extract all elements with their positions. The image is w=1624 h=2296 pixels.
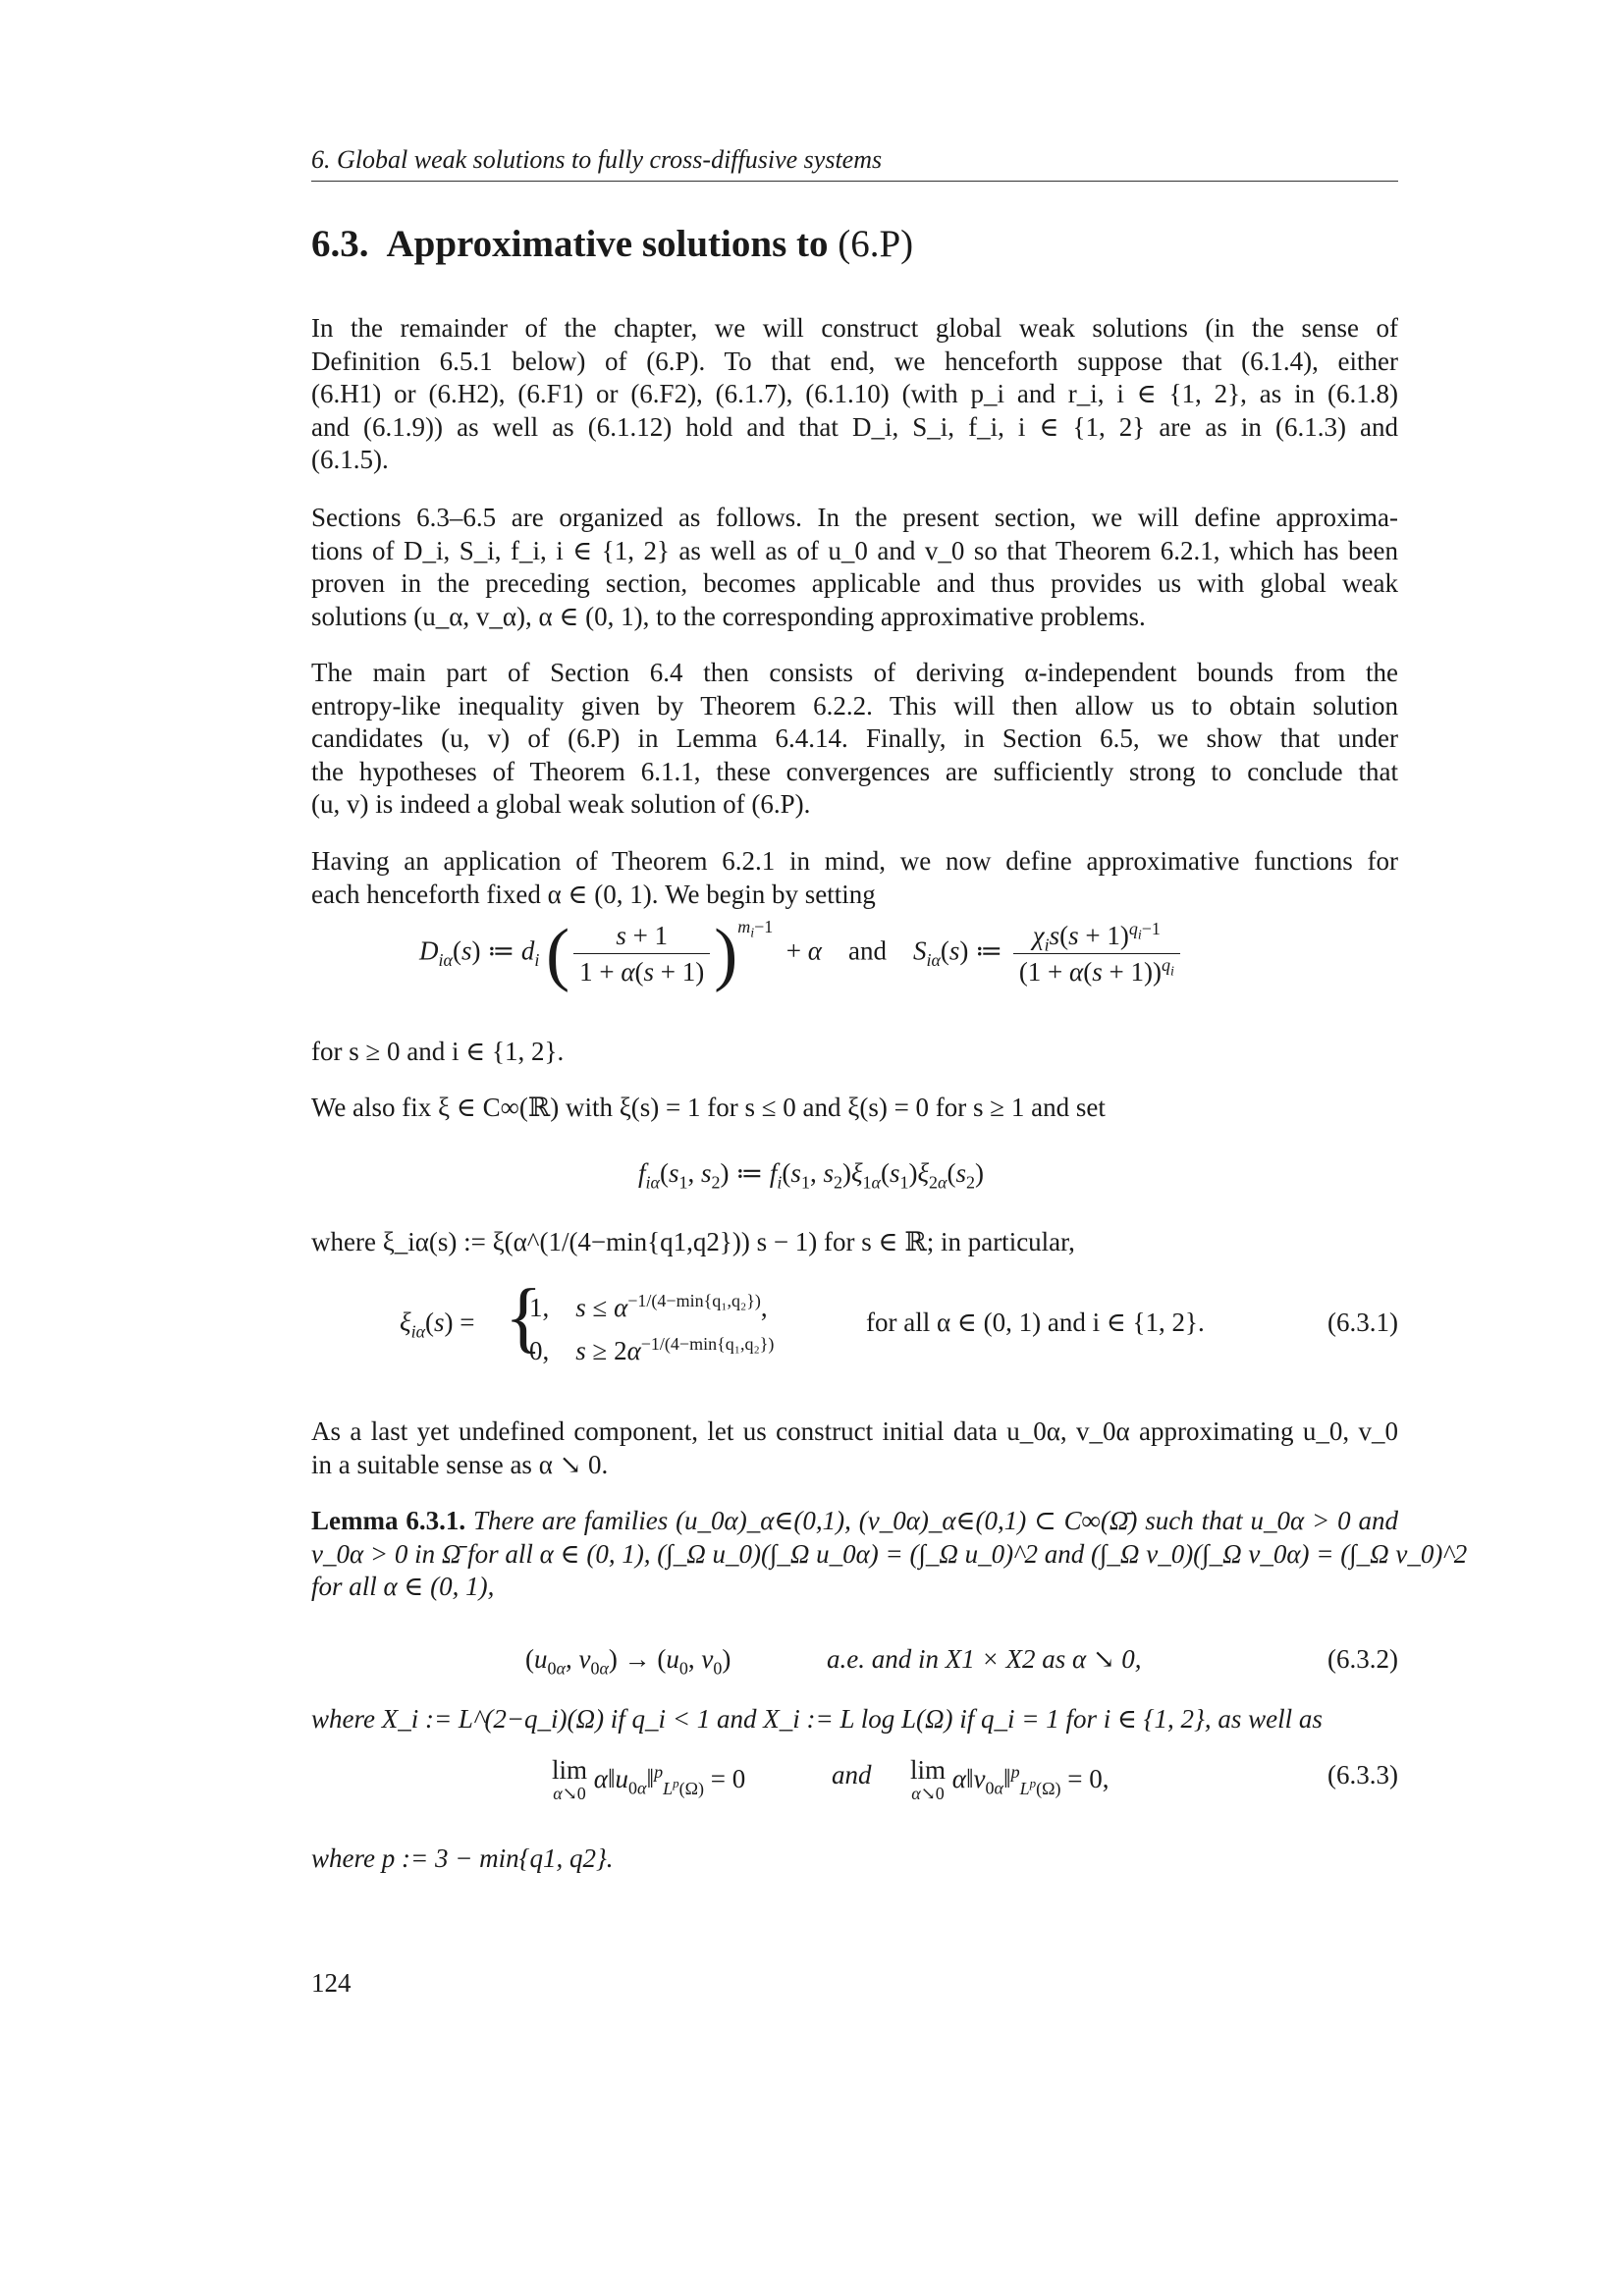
paragraph-line: Definition 6.5.1 below) of (6.P). To that end, we henceforth suppose that (6.1.4), either — [311, 346, 1398, 376]
paragraph-main-part — [311, 657, 1398, 822]
paragraph-line: Sections 6.3–6.5 are organized as follows. In the present section, we will define approxima- — [311, 503, 1398, 532]
paragraph-line: for s ≥ 0 and i ∈ {1, 2}. — [311, 1037, 565, 1066]
paragraph-line: each henceforth fixed α ∈ (0, 1). We begin by setting — [311, 879, 876, 909]
paragraph-line: (6.H1) or (6.H2), (6.F1) or (6.F2), (6.1.7), (6.1.10) (with p_i and r_i, i ∈ {1, 2}, as in (6.1.8) — [311, 379, 1398, 408]
lemma-line: where X_i := L^(2−q_i)(Ω) if q_i < 1 and X_i := L log L(Ω) if q_i = 1 for i ∈ {1, 2}, as well as — [311, 1704, 1323, 1734]
equation-6-3-3: lim α↘0 $\alpha‖u_{0\alpha}‖^p_{L^p(\Omega)} = 0$ and lim α↘0 $\alpha‖v_{0\alpha}‖^p_{L^p(\Omega)} = 0$, (6.3.3) — [552, 1755, 1398, 1803]
paragraph-line: entropy-like inequality given by Theorem 6.2.2. This will then allow us to obtain solution — [311, 690, 1398, 721]
equation-connector: and — [832, 1760, 872, 1789]
paragraph-line: In the remainder of the chapter, we will construct global weak solutions (in the sense of — [311, 313, 1398, 343]
section-title — [311, 220, 1398, 269]
header-rule — [311, 181, 1398, 182]
paragraph-line: candidates (u, v) of (6.P) in Lemma 6.4.14. Finally, in Section 6.5, we show that under — [311, 723, 1398, 753]
running-head: 6. Global weak solutions to fully cross-diffusive systems — [311, 145, 883, 174]
lemma-text: There are families (u_0α)_α∈(0,1), (v_0α)_α∈(0,1) ⊂ C∞(Ω̄) such that u_0α > 0 and — [472, 1506, 1399, 1535]
paragraph-line: (u, v) is indeed a global weak solution of (6.P). — [311, 789, 811, 819]
equation-6-3-2-condition: a.e. and in X1 × X2 as α ↘ 0, — [827, 1644, 1142, 1674]
lemma-line: for all α ∈ (0, 1), — [311, 1572, 495, 1601]
equation-d-s: $D_{i\alpha}(s)$ ≔ $d_i$ ( $\frac{s + 1}{1 + \alpha(s + 1)}$ )$^{m_i-1}$ + α and $S_{i\alpha}(s)$ ≔ $\frac{\chi_is(s + 1)^{q_i-1}}{(1 + \alpha(s + 1))^{q_i}}$ — [419, 918, 1303, 989]
page-number: 124 — [311, 1968, 352, 1998]
paragraph-line: As a last yet undefined component, let us construct initial data u_0α, v_0α approximating u_0, v_0 — [311, 1416, 1398, 1446]
equation-6-3-1-condition: for all α ∈ (0, 1) and i ∈ {1, 2}. — [866, 1308, 1205, 1337]
equation-number: (6.3.3) — [1327, 1760, 1398, 1789]
equation-connector: and — [847, 935, 887, 966]
paragraph-line: the hypotheses of Theorem 6.1.1, these convergences are sufficiently strong to conclude that — [311, 756, 1398, 786]
paragraph-fix-xi — [311, 1092, 1398, 1125]
paragraph-for-s — [311, 1036, 1398, 1069]
paragraph-intro — [311, 312, 1398, 477]
lemma-where-p — [311, 1842, 1398, 1876]
paragraph-line: tions of D_i, S_i, f_i, i ∈ {1, 2} as well as of u_0 and v_0 so that Theorem 6.2.1, which has been — [311, 535, 1398, 565]
paragraph-line: solutions (u_α, v_α), α ∈ (0, 1), to the corresponding approximative problems. — [311, 601, 1146, 631]
paragraph-line: proven in the preceding section, becomes applicable and thus provides us with global weak — [311, 568, 1398, 598]
equation-number: (6.3.1) — [1327, 1308, 1398, 1337]
paragraph-define — [311, 845, 1398, 911]
equation-6-3-1: $\xi_{i\alpha}(s)$ = { 1, $s \le \alpha^{-1/(4-min\{q_1,q_2\})}$, 0, $s \ge 2\alpha^{-1/(4-min\{q_1,q_2\})}$ for all α ∈ (0, 1) and i ∈ {1, 2}. (6.3.1) — [400, 1274, 1398, 1365]
section-number: 6.3. — [311, 223, 369, 265]
lemma-line: v_0α > 0 in Ω̄ for all α ∈ (0, 1), (∫_Ω u_0)(∫_Ω u_0α) = (∫_Ω u_0)^2 and (∫_Ω v_0)(∫_Ω v_0α) = (∫_Ω v_0)^2 — [311, 1538, 1468, 1569]
equation-f: $f_{i\alpha}(s_1$, $s_2$) ≔ $f_i(s_1$, $s_2)\xi_{1\alpha}(s_1)\xi_{2\alpha}(s_2)$ — [638, 1158, 985, 1193]
paragraph-line: Having an application of Theorem 6.2.1 in mind, we now define approximative functions for — [311, 846, 1398, 876]
lemma-line — [311, 1505, 1398, 1538]
lemma-line: where p := 3 − min{q1, q2}. — [311, 1843, 614, 1873]
section-title-ref: (6.P) — [838, 223, 914, 265]
paragraph-line: We also fix ξ ∈ C∞(ℝ) with ξ(s) = 1 for s ≤ 0 and ξ(s) = 0 for s ≥ 1 and set — [311, 1093, 1106, 1122]
lemma-6-3-1 — [311, 1505, 1468, 1604]
lemma-label: Lemma 6.3.1. — [311, 1506, 466, 1535]
paragraph-line: where ξ_iα(s) := ξ(α^(1/(4−min{q1,q2})) s − 1) for s ∈ ℝ; in particular, — [311, 1227, 1075, 1256]
paragraph-line: The main part of Section 6.4 then consists of deriving α-independent bounds from the — [311, 658, 1398, 687]
paragraph-organization — [311, 502, 1398, 633]
paragraph-initial-data — [311, 1415, 1398, 1481]
paragraph-line: in a suitable sense as α ↘ 0. — [311, 1449, 609, 1479]
paragraph-where-xi — [311, 1226, 1398, 1259]
lemma-where-x — [311, 1703, 1398, 1736]
paragraph-line: and (6.1.9)) as well as (6.1.12) hold and that D_i, S_i, f_i, i ∈ {1, 2} are as in (6.1.3) and — [311, 411, 1398, 442]
paragraph-line: (6.1.5). — [311, 445, 389, 474]
equation-number: (6.3.2) — [1327, 1644, 1398, 1674]
section-title-text: Approximative solutions to — [386, 223, 829, 265]
